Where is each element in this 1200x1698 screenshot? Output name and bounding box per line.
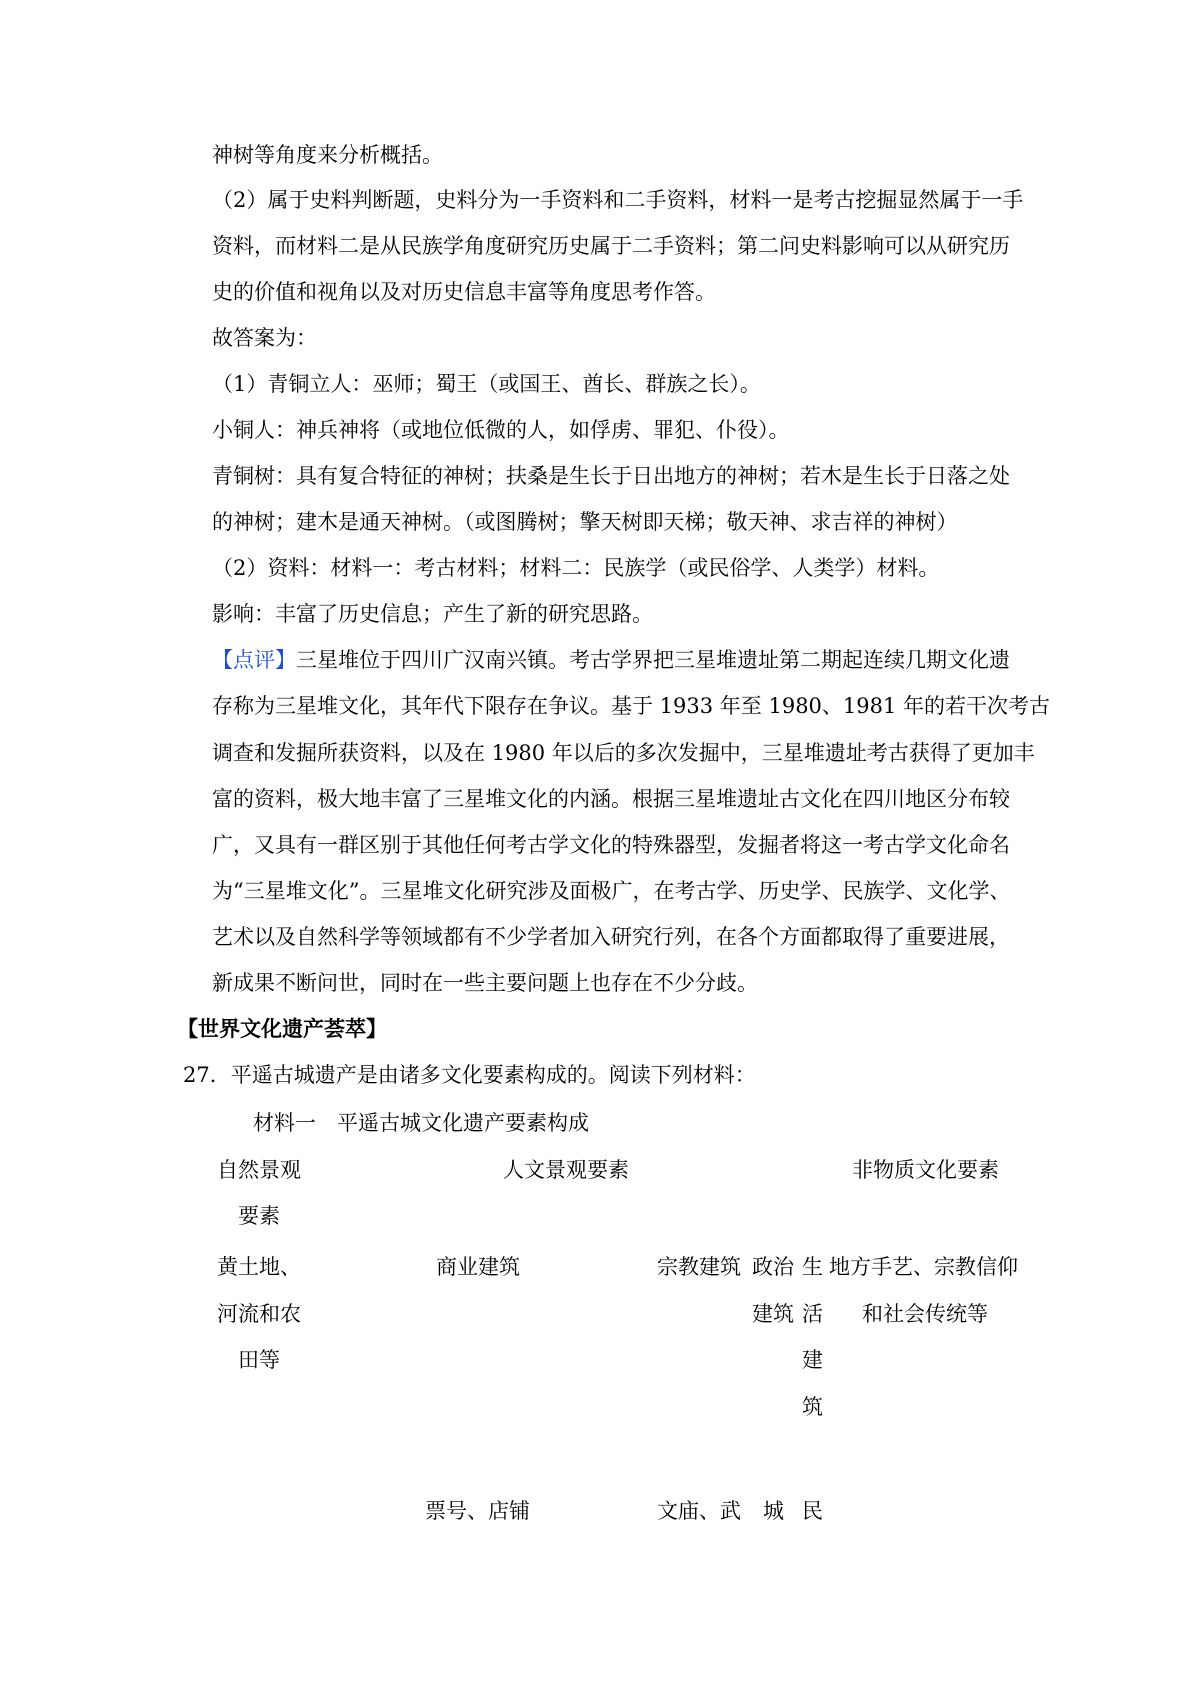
answer-line: 青铜树：具有复合特征的神树；扶桑是生长于日出地方的神树；若木是生长于日落之处: [212, 464, 1010, 488]
answer-line: 的神树；建木是通天神树。（或图腾树；擎天树即天梯；敬天神、求吉祥的神树）: [212, 510, 958, 534]
living-example: 民: [802, 1499, 823, 1523]
living-cell: 活: [802, 1302, 823, 1326]
section-heading: 【世界文化遗产荟萃】: [177, 1016, 387, 1041]
commercial-cell: 商业建筑: [436, 1255, 520, 1279]
header-intangible: 非物质文化要素: [852, 1158, 999, 1182]
natural-cell: 田等: [238, 1348, 280, 1372]
header-natural-cont: 要素: [238, 1204, 280, 1228]
answer-line: （2）资料：材料一：考古材料；材料二：民族学（或民俗学、人类学）材料。: [212, 556, 940, 580]
answer-line: （1）青铜立人：巫师；蜀王（或国王、酋长、群族之长）。: [212, 372, 761, 396]
comment-tag: 【点评】: [212, 648, 296, 672]
comment-line: 为“三星堆文化”。三星堆文化研究涉及面极广，在考古学、历史学、民族学、文化学、: [212, 879, 1011, 903]
header-natural: 自然景观: [217, 1158, 301, 1182]
political-cell: 政治: [752, 1255, 794, 1279]
comment-line: 调查和发掘所获资料，以及在 1980 年以后的多次发掘中，三星堆遗址考古获得了更加丰: [212, 741, 1035, 765]
comment-line: 艺术以及自然科学等领域都有不少学者加入研究行列，在各个方面都取得了重要进展，: [212, 925, 1010, 949]
political-cell: 建筑: [752, 1302, 794, 1326]
paragraph-line: 神树等角度来分析概括。: [212, 143, 443, 167]
material-title: 材料一 平遥古城文化遗产要素构成: [253, 1111, 589, 1135]
natural-cell: 黄土地、: [217, 1255, 301, 1279]
paragraph-line: 史的价值和视角以及对历史信息丰富等角度思考作答。: [212, 280, 716, 304]
answer-intro: 故答案为：: [212, 326, 317, 350]
answer-line: 小铜人：神兵神将（或地位低微的人，如俘虏、罪犯、仆役）。: [212, 418, 790, 442]
question-text: 平遥古城遗产是由诸多文化要素构成的。阅读下列材料：: [230, 1063, 756, 1087]
comment-line: 广，又具有一群区别于其他任何考古学文化的特殊器型，发掘者将这一考古学文化命名: [212, 833, 1010, 857]
comment-line: 存称为三星堆文化，其年代下限存在争议。基于 1933 年至 1980、1981 年的若干次考古: [212, 694, 1051, 718]
question-number: 27．: [183, 1063, 231, 1087]
religious-cell: 宗教建筑: [657, 1255, 741, 1279]
header-human: 人文景观要素: [503, 1158, 629, 1182]
comment-line: 富的资料，极大地丰富了三星堆文化的内涵。根据三星堆遗址古文化在四川地区分布较: [212, 787, 1010, 811]
comment-text: 三星堆位于四川广汉南兴镇。考古学界把三星堆遗址第二期起连续几期文化遗: [296, 648, 1010, 672]
intangible-cell: 地方手艺、宗教信仰: [829, 1255, 1018, 1279]
intangible-cell: 和社会传统等: [862, 1302, 988, 1326]
answer-line: 影响：丰富了历史信息；产生了新的研究思路。: [212, 602, 653, 626]
commercial-example: 票号、店铺: [425, 1499, 530, 1523]
political-example: 城: [763, 1499, 784, 1523]
question-line: [183, 1060, 756, 1090]
natural-cell: 河流和农: [217, 1302, 301, 1326]
comment-line: 新成果不断问世，同时在一些主要问题上也存在不少分歧。: [212, 971, 758, 995]
religious-example: 文庙、武: [657, 1499, 741, 1523]
paragraph-line: （2）属于史料判断题，史料分为一手资料和二手资料，材料一是考古挖掘显然属于一手: [212, 188, 1024, 212]
living-cell: 生: [802, 1255, 823, 1279]
living-cell: 筑: [802, 1395, 823, 1419]
living-cell: 建: [802, 1348, 823, 1372]
comment-line: [212, 645, 1010, 675]
paragraph-line: 资料，而材料二是从民族学角度研究历史属于二手资料；第二问史料影响可以从研究历: [212, 234, 1010, 258]
